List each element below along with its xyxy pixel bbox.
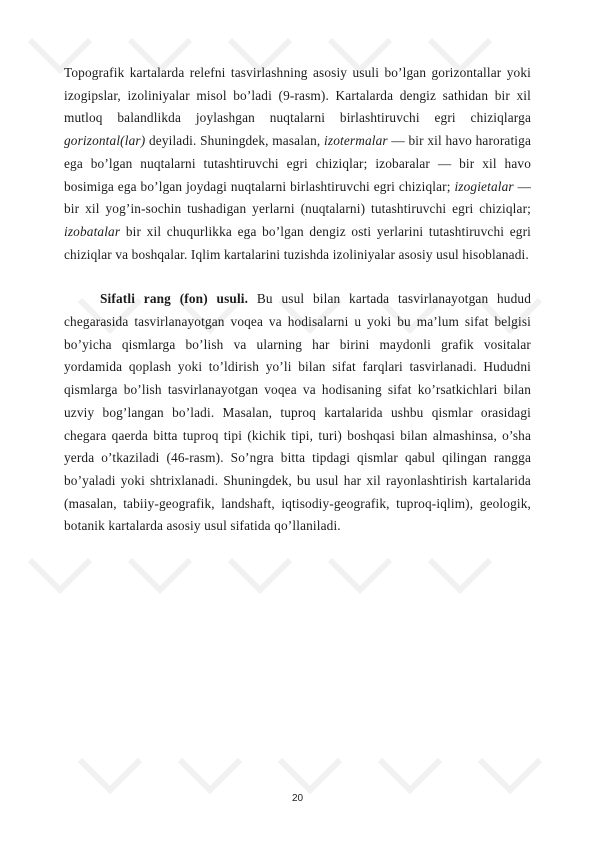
paragraph-isolines xyxy=(64,62,531,266)
paragraph-qualitative-background-method xyxy=(64,288,531,538)
text-run: — bir xil yog’in-sochin tushadigan yerlarni (nuqtalarni) tutashtiruvchi egri chiziqlar; xyxy=(64,178,532,217)
term-izotermalar: izotermalar xyxy=(324,133,388,149)
term-izobatalar: izobatalar xyxy=(64,223,121,239)
section-heading: Sifatli rang (fon) usuli. xyxy=(100,291,249,307)
text-run: deyiladi. Shuningdek, masalan, xyxy=(145,133,325,149)
page-number: 20 xyxy=(291,793,304,804)
text-run: bir xil chuqurlikka ega bo’lgan dengiz osti yerlarini tutashtiruvchi egri chiziqlar va boshqalar. Iqlim kartalarini tuzishda izoliniyalar asosiy usul hisoblanadi. xyxy=(64,223,531,262)
term-izogietalar: izogietalar xyxy=(454,178,514,194)
term-gorizontallar: gorizontal(lar) xyxy=(64,133,146,149)
document-body xyxy=(64,62,531,538)
text-run: Topografik kartalarda relefni tasvirlashning asosiy usuli bo’lgan gorizontallar yoki izogipslar, izoliniyalar misol bo’ladi (9-rasm). Kartalarda dengiz sathidan bir xil mutloq balandlikda joylashgan nuqtalarni birlashtiruvchi egri chiziqlarga xyxy=(64,65,531,126)
text-run: — bir xil havo haroratiga ega bo’lgan nuqtalarni tutashtiruvchi egri chiziqlar; izobaralar — bir xil havo bosimiga ega bo’lgan joydagi nuqtalarni birlashtiruvchi egri chiziqlar; xyxy=(64,133,532,194)
text-run: Bu usul bilan kartada tasvirlanayotgan hudud chegarasida tasvirlanayotgan voqea va hodisalarni u yoki bu ma’lum sifat belgisi bo’yicha qismlarga bo’lish va ularning har birini maydonli grafik vositalar yordamida qoplash yoki to’ldirish yo’li bilan sifat farqlari tasvirlanadi. Hududni qismlarga bo’lish tasvirlanayotgan voqea va hodisaning sifat ko’rsatkichlari bilan uzviy bog’langan bo’ladi. Masalan, tuproq kartalarida ushbu qismlar orasidagi chegara qaerda bitta tuproq tipi (kichik tipi, turi) boshqasi bilan almashinsa, o’sha yerda o’tkaziladi (46-rasm). So’ngra bitta tipdagi qismlar qabul qilingan rangga bo’yaladi yoki shtrixlanadi. Shuningdek, bu usul har xil rayonlashtirish kartalarida (masalan, tabiiy-geografik, landshaft, iqtisodiy-geografik, tuproq-iqlim), geologik, botanik kartalarda asosiy usul sifatida qo’llaniladi. xyxy=(64,291,531,534)
